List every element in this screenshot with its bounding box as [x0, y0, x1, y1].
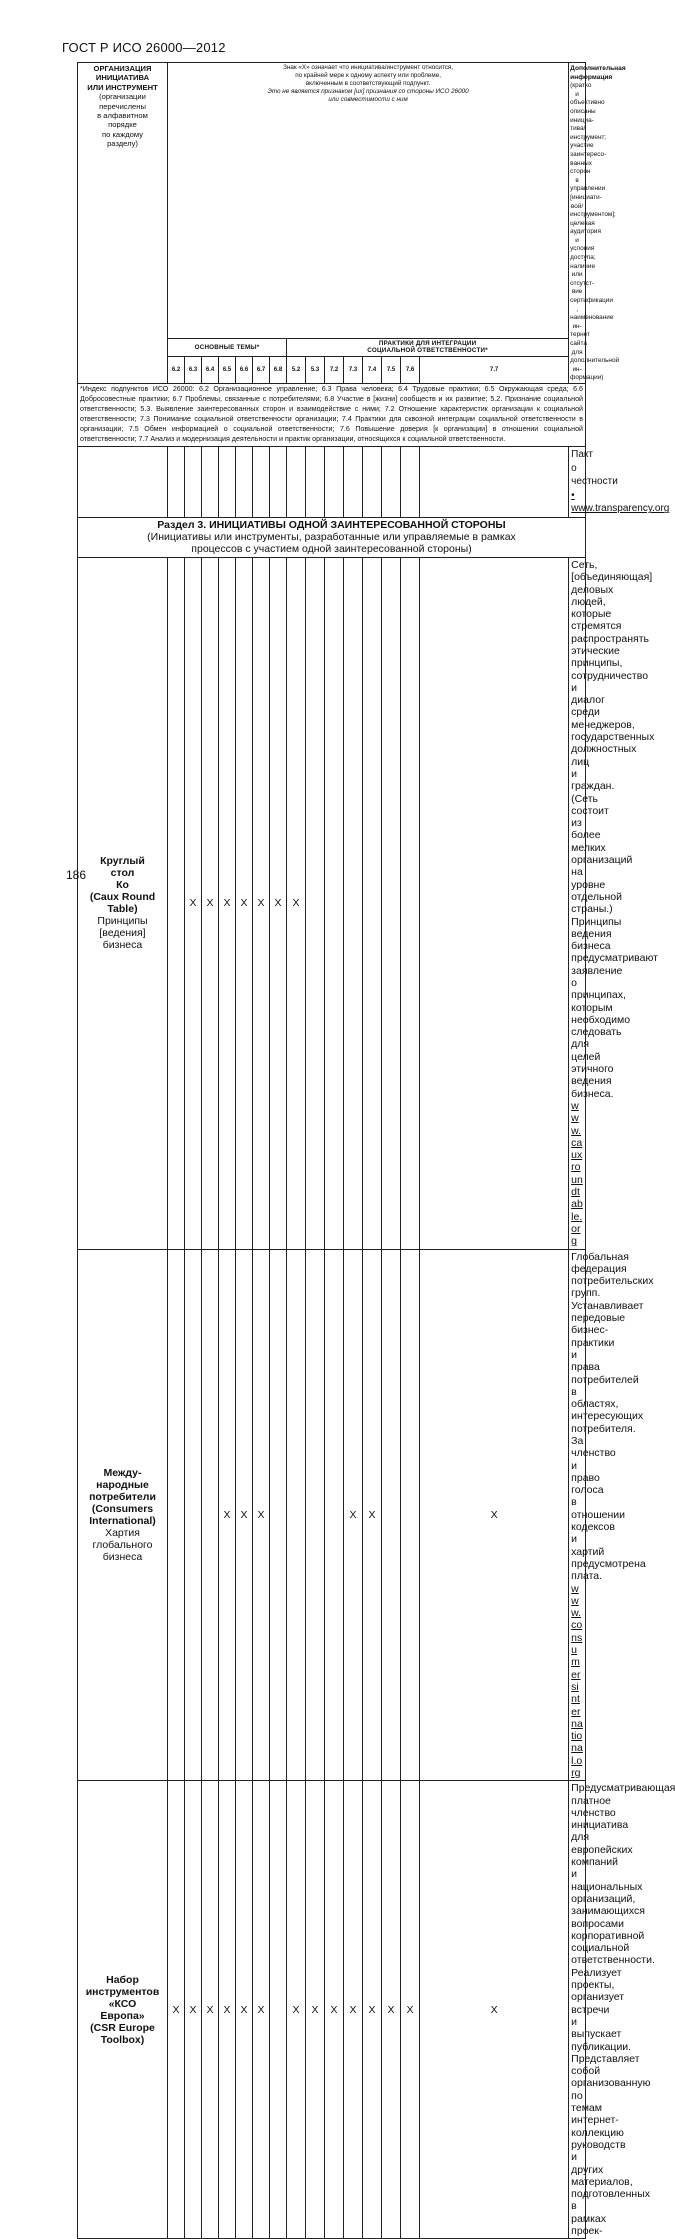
x-mark: X: [253, 1249, 270, 1781]
pact-description: [569, 447, 670, 518]
x-mark: X: [401, 1781, 420, 2239]
empty-mark-cell: [219, 447, 236, 518]
initiative-name-line: Toolbox): [100, 2033, 145, 2046]
additional-info-header: [569, 63, 626, 384]
initiative-name-line: инструментов: [85, 1985, 160, 1998]
initiative-name: [78, 1249, 168, 1781]
empty-mark-cell: [382, 447, 401, 518]
empty-mark-cell: [306, 447, 325, 518]
x-mark: X: [420, 1249, 569, 1781]
empty-mark-cell: [382, 557, 401, 1249]
org-header-line: перечислены: [99, 101, 146, 111]
subclause-code: 7.6: [401, 356, 420, 383]
subclause-code: 5.3: [306, 356, 325, 383]
additional-info-line: тива/инструмент; участие заинтересо-: [570, 125, 607, 158]
legend-note: [168, 63, 569, 339]
org-header-line: ИЛИ ИНСТРУМЕНТ: [87, 82, 158, 92]
x-mark: X: [344, 1249, 363, 1781]
subclause-code: 6.6: [236, 356, 253, 383]
initiative-name: [78, 557, 168, 1249]
legend-note-line: включенным в соответствующий подпункт.: [305, 80, 431, 87]
practices-header-line: СОЦИАЛЬНОЙ ОТВЕТСТВЕННОСТИ*: [367, 347, 488, 355]
empty-mark-cell: [236, 447, 253, 518]
empty-mark-cell: [401, 1249, 420, 1781]
x-mark: X: [168, 1781, 185, 2239]
initiative-description: [569, 1781, 675, 2239]
additional-info-line: формации): [570, 374, 604, 382]
empty-mark-cell: [168, 447, 185, 518]
practices-header-line: ПРАКТИКИ ДЛЯ ИНТЕГРАЦИИ: [378, 339, 477, 347]
additional-info-line: тернет сайта для дополнительной ин-: [570, 331, 620, 373]
initiative-row: [78, 1781, 586, 2239]
x-mark: X: [253, 1781, 270, 2239]
empty-mark-cell: [185, 1249, 202, 1781]
subclause-code: 5.2: [287, 356, 306, 383]
additional-info-title: Дополнительная информация: [570, 65, 626, 81]
org-column-header: [78, 63, 168, 384]
additional-info-line: (кратко и объективно описаны инициа-: [570, 82, 605, 124]
section-subtitle-line-2: процессов с участием одной заинтересованной стороны): [191, 542, 472, 555]
initiative-name-line: Европа»: [100, 2009, 145, 2022]
empty-mark-cell: [401, 447, 420, 518]
index-footnote: *Индекс подпунктов ИСО 26000: 6.2 Организационное управление; 6.3 Права человека; 6.4 Трудовые практики; 6.5 Окружающая среда; 6.6 Добросовестные практики; 6.7 Проблемы, связанные с потребителями; 6.8 Участие в [жизни] сообществ и их развитие; 5.2. Признание социальной ответственности; 5.3. Выявление заинтересованных сторон и взаимодействие с ними; 7.2 Отношение характеристик организации к социальной ответственности; 7.3 Понимание социальной ответственности организации; 7.4 Практики для сквозной интеграции социальной ответственности в организации; 7.5 Обмен информацией о социальной ответственности; 7.6 Повышение доверия [к организации] в отношении социальной ответственности; 7.7 Анализ и модернизация деятельности и практик организации, относящихся к социальной ответственности.: [78, 383, 586, 446]
empty-mark-cell: [420, 447, 569, 518]
practices-header: [287, 338, 569, 356]
section-row: [78, 517, 586, 557]
initiative-row: [78, 557, 586, 1249]
empty-mark-cell: [287, 1249, 306, 1781]
x-mark: X: [202, 1781, 219, 2239]
x-mark: X: [270, 557, 287, 1249]
subclause-code: 7.5: [382, 356, 401, 383]
empty-mark-cell: [325, 557, 344, 1249]
initiative-name-line: (Consumers: [91, 1502, 154, 1515]
section-subtitle-line-1: (Инициативы или инструменты, разработанные или управляемые в рамках: [147, 530, 516, 543]
initiative-name-line: Круглый: [100, 855, 145, 868]
header-row-1: [78, 63, 586, 339]
x-mark: X: [219, 1249, 236, 1781]
empty-mark-cell: [185, 447, 202, 518]
initiative-name-line: глобального: [92, 1538, 153, 1551]
subclause-code: 6.2: [168, 356, 185, 383]
org-header-line: ОРГАНИЗАЦИЯ: [93, 64, 152, 73]
website-link[interactable]: www.consumersinternational.org: [571, 1582, 583, 1779]
x-mark: X: [287, 1781, 306, 2239]
x-mark: X: [253, 557, 270, 1249]
initiative-name-line: Между-: [103, 1466, 142, 1479]
empty-mark-cell: [306, 1249, 325, 1781]
org-header-line: по каждому: [102, 129, 143, 139]
x-mark: X: [185, 1781, 202, 2239]
x-mark: X: [363, 1781, 382, 2239]
x-mark: X: [382, 1781, 401, 2239]
initiatives-table: [77, 62, 675, 2239]
document-header: ГОСТ Р ИСО 26000—2012: [62, 40, 226, 55]
empty-mark-cell: [168, 557, 185, 1249]
empty-mark-cell: [363, 557, 382, 1249]
x-mark: X: [325, 1781, 344, 2239]
initiative-name-line: потребители: [89, 1490, 156, 1503]
empty-mark-cell: [253, 447, 270, 518]
description-text: Предусматривающая платное членство инициатива для европейских компаний и национальных организаций, занимающихся вопросами корпоративной социальной ответственности. Реализует проекты, организует встречи и выпускает публикации. Представляет собой организованную по темам интернет-коллекцию руководств и других материалов, подготовленных в рамках проек-: [571, 1782, 675, 2237]
subclause-code: 6.5: [219, 356, 236, 383]
x-mark: X: [202, 557, 219, 1249]
subclause-code: 7.2: [325, 356, 344, 383]
initiative-row: [78, 1249, 586, 1781]
initiative-name: [78, 1781, 168, 2239]
pact-title: Пакт о честности: [571, 449, 618, 488]
legend-note-line: по крайней мере к одному аспекту или проблеме,: [295, 72, 441, 79]
legend-note-line: или совместимости с ним: [328, 96, 408, 103]
initiative-name-line: бизнеса: [102, 939, 143, 952]
initiative-name-line: Хартия: [105, 1526, 140, 1539]
additional-info-line: и условия доступа; наличие или отсутст-: [570, 236, 596, 287]
initiative-name-line: Table): [107, 903, 138, 916]
empty-mark-cell: [202, 447, 219, 518]
initiative-description: [569, 557, 658, 1249]
x-mark: X: [344, 1781, 363, 2239]
x-mark: X: [236, 1249, 253, 1781]
empty-mark-cell: [270, 1781, 287, 2239]
pact-name-cell: [78, 447, 168, 518]
description-text: Сеть, [объединяющая] деловых людей, которые стремятся распространять этические принципы, сотрудничество и диалог среди менеджеров, государственных должностных лиц и граждан. (Сеть состоит из более мелких организаций на уровне отдельной страны.) Принципы ведения бизнеса предусматривают заявление о принципах, которым необходимо следовать для целей этичного ведения бизнеса.: [571, 558, 658, 1100]
empty-mark-cell: [202, 1249, 219, 1781]
subclause-code: 7.4: [363, 356, 382, 383]
org-header-line: ИНИЦИАТИВА: [95, 73, 150, 83]
subclause-code: 6.7: [253, 356, 270, 383]
website-link[interactable]: www.cauxroundtable.org: [571, 1099, 583, 1248]
x-mark: X: [363, 1249, 382, 1781]
empty-mark-cell: [270, 1249, 287, 1781]
org-header-line: в алфавитном: [97, 111, 148, 121]
empty-mark-cell: [168, 1249, 185, 1781]
pact-url-link[interactable]: • www.transparency.org: [571, 489, 670, 515]
initiative-name-line: Ко: [116, 879, 129, 892]
empty-mark-cell: [270, 447, 287, 518]
initiative-name-line: бизнеса: [102, 1550, 143, 1563]
x-mark: X: [287, 557, 306, 1249]
initiative-name-line: Набор: [106, 1973, 139, 1986]
org-header-line: разделу): [107, 139, 138, 149]
x-mark: X: [219, 1781, 236, 2239]
empty-mark-cell: [401, 557, 420, 1249]
subclause-code: 7.3: [344, 356, 363, 383]
initiative-name-line: International): [89, 1514, 156, 1527]
core-subjects-header: ОСНОВНЫЕ ТЕМЫ*: [168, 338, 287, 356]
section-heading: [78, 517, 586, 557]
additional-info-line: ванных сторон в управлении [инициати-: [570, 159, 606, 201]
description-text: Глобальная федерация потребительских групп. Устанавливает передовые бизнес-практики и права потребителей в областях, интересующих потребителя. За членство и право голоса в отношении кодексов и хартий предусмотрена плата.: [571, 1250, 654, 1583]
x-mark: X: [185, 557, 202, 1249]
empty-mark-cell: [344, 557, 363, 1249]
initiative-name-line: «КСО: [108, 1997, 137, 2010]
page-number: 186: [66, 868, 87, 882]
initiative-name-line: (CSR Europe: [90, 2021, 155, 2034]
org-header-line: (организации: [99, 92, 146, 102]
subclause-code: 6.3: [185, 356, 202, 383]
subclause-code: 6.8: [270, 356, 287, 383]
empty-mark-cell: [363, 447, 382, 518]
empty-mark-cell: [382, 1249, 401, 1781]
x-mark: X: [236, 557, 253, 1249]
x-mark: X: [219, 557, 236, 1249]
empty-mark-cell: [344, 447, 363, 518]
x-mark: X: [236, 1781, 253, 2239]
initiative-name-line: (Caux Round: [89, 891, 156, 904]
initiative-description: [569, 1249, 654, 1781]
initiative-name-line: [ведения]: [99, 927, 146, 940]
initiative-name-line: стол: [110, 867, 135, 880]
empty-mark-cell: [325, 447, 344, 518]
empty-mark-cell: [420, 557, 569, 1249]
empty-mark-cell: [325, 1249, 344, 1781]
initiative-name-line: Принципы: [97, 915, 148, 928]
index-note-row: [78, 383, 586, 446]
org-header-line: порядке: [108, 120, 137, 130]
additional-info-line: вие сертификации , наименование ин-: [570, 288, 614, 330]
additional-info-line: вой/инструментом]; целевая аудитория: [570, 202, 616, 236]
legend-note-line: Знак «X» означает что инициатива/инструмент относится,: [283, 64, 454, 71]
subclause-code: 7.7: [420, 356, 569, 383]
legend-note-line: Это не является признаком [их] признания со стороны ИСО 26000: [267, 88, 469, 95]
x-mark: X: [306, 1781, 325, 2239]
x-mark: X: [420, 1781, 569, 2239]
empty-mark-cell: [287, 447, 306, 518]
pact-row: [78, 447, 586, 518]
initiative-name-line: народные: [96, 1478, 149, 1491]
subclause-code: 6.4: [202, 356, 219, 383]
empty-mark-cell: [306, 557, 325, 1249]
section-title: Раздел 3. ИНИЦИАТИВЫ ОДНОЙ ЗАИНТЕРЕСОВАННОЙ СТОРОНЫ: [157, 518, 506, 531]
